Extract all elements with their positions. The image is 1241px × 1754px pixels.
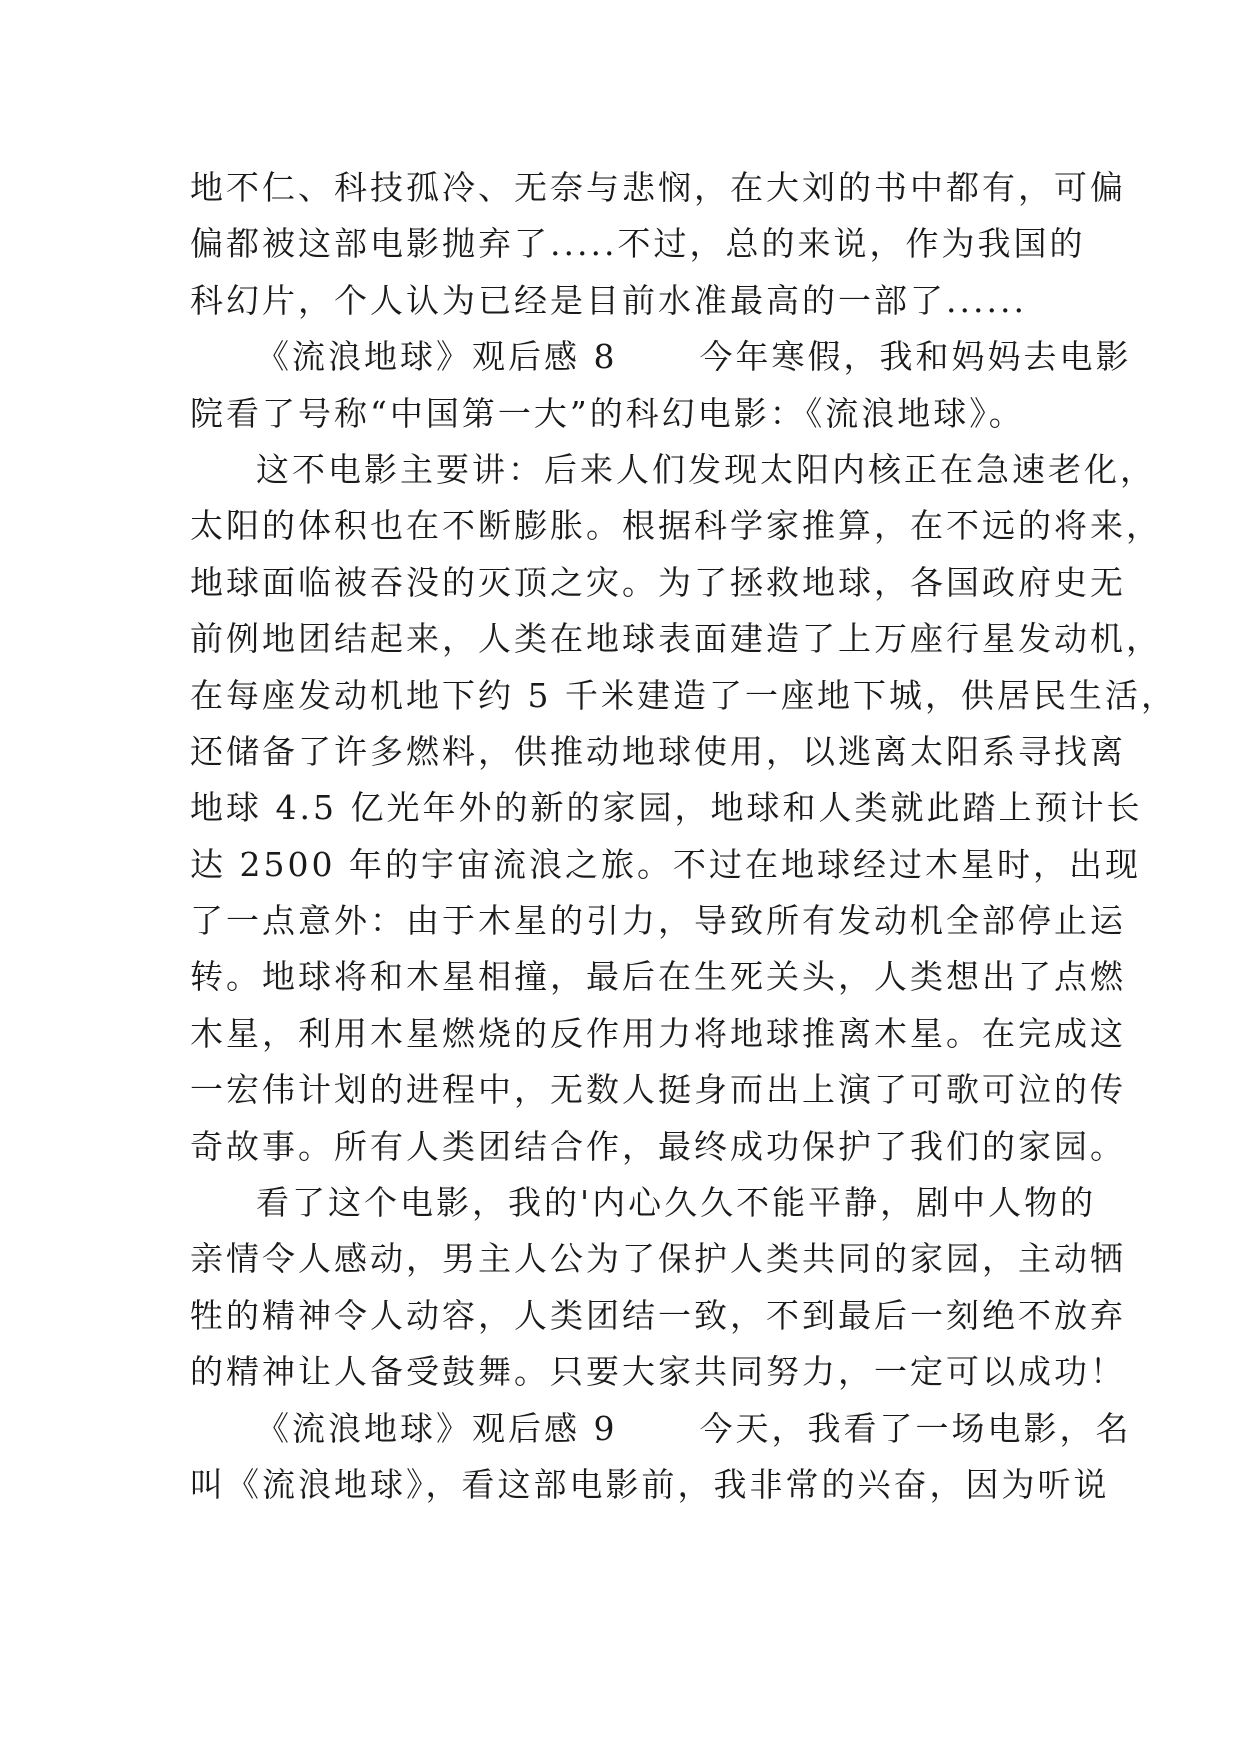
text-line: 太阳的体积也在不断膨胀。根据科学家推算，在不远的将来，: [190, 506, 1162, 546]
text-line: 一宏伟计划的进程中，无数人挺身而出上演了可歌可泣的传: [190, 1070, 1126, 1110]
text-line: 地球面临被吞没的灭顶之灾。为了拯救地球，各国政府史无: [190, 562, 1126, 602]
essay-heading-9: [190, 1401, 1132, 1457]
text-line: 还储备了许多燃料，供推动地球使用，以逃离太阳系寻找离: [190, 731, 1126, 771]
text-line: 在每座发动机地下约 5 千米建造了一座地下城，供居民生活，: [190, 675, 1177, 715]
text-line: 了一点意外：由于木星的引力，导致所有发动机全部停止运: [190, 901, 1126, 941]
text-line: 转。地球将和木星相撞，最后在生死关头，人类想出了点燃: [190, 957, 1126, 997]
text-line: 前例地团结起来，人类在地球表面建造了上万座行星发动机，: [190, 619, 1162, 659]
essay-heading-8: [190, 329, 1132, 385]
text-line: 达 2500 年的宇宙流浪之旅。不过在地球经过木星时，出现: [190, 844, 1141, 884]
text-line: 奇故事。所有人类团结合作，最终成功保护了我们的家园。: [190, 1126, 1126, 1166]
essay-heading-8-text: 今年寒假，我和妈妈去电影: [699, 337, 1132, 377]
essay-heading-9-title: 《流浪地球》观后感 9: [256, 1408, 618, 1448]
paragraph-start: 看了这个电影，我的'内心久久不能平静，剧中人物的: [256, 1183, 1097, 1223]
essay-heading-8-title: 《流浪地球》观后感 8: [256, 337, 618, 377]
text-line: 木星，利用木星燃烧的反作用力将地球推离木星。在完成这: [190, 1013, 1126, 1053]
text-line: 科幻片，个人认为已经是目前水准最高的一部了......: [190, 280, 1027, 320]
text-line: 院看了号称“中国第一大”的科幻电影：《流浪地球》。: [190, 393, 1025, 433]
text-line: 的精神让人备受鼓舞。只要大家共同努力，一定可以成功！: [190, 1352, 1126, 1392]
text-line: 牲的精神令人动容，人类团结一致，不到最后一刻绝不放弃: [190, 1295, 1126, 1335]
text-line: 叫《流浪地球》，看这部电影前，我非常的兴奋，因为听说: [190, 1464, 1110, 1504]
text-line: 偏都被这部电影抛弃了.....不过，总的来说，作为我国的: [190, 224, 1086, 264]
text-line: 亲情令人感动，男主人公为了保护人类共同的家园，主动牺: [190, 1239, 1126, 1279]
paragraph-start: 这不电影主要讲：后来人们发现太阳内核正在急速老化，: [256, 449, 1156, 489]
text-line: 地球 4.5 亿光年外的新的家园，地球和人类就此踏上预计长: [190, 788, 1143, 828]
essay-heading-9-text: 今天，我看了一场电影，名: [699, 1408, 1132, 1448]
document-body: [190, 160, 1177, 1513]
text-line: 地不仁、科技孤冷、无奈与悲悯，在大刘的书中都有，可偏: [190, 168, 1126, 207]
